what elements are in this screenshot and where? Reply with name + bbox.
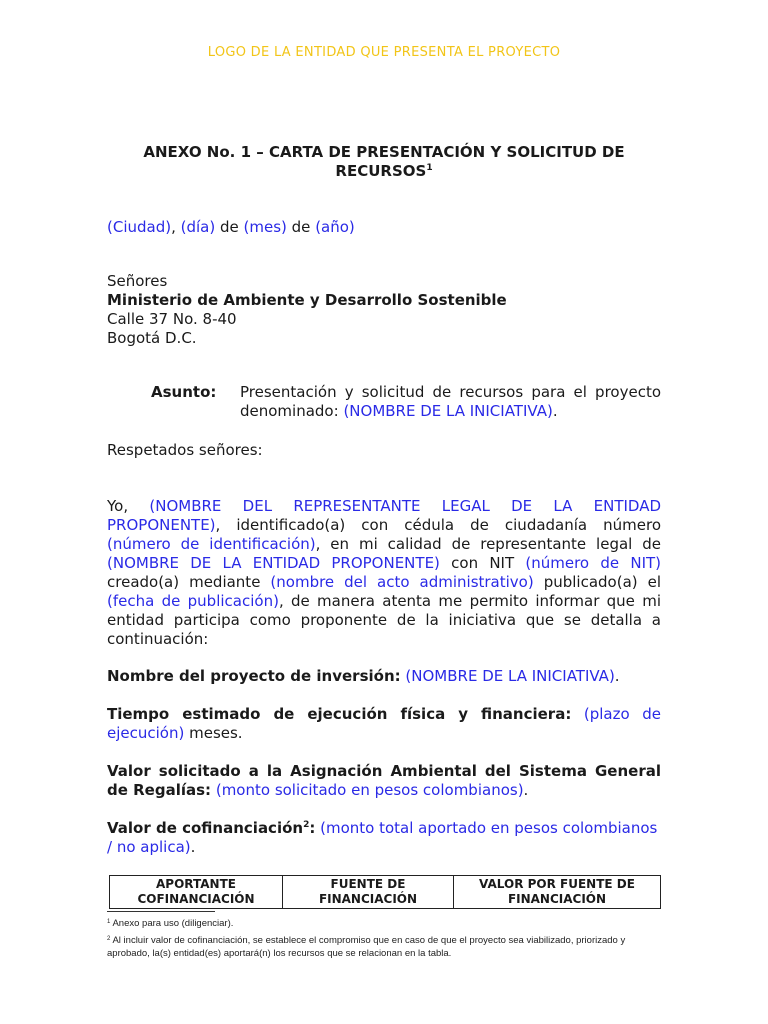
cofinancing-line bbox=[107, 819, 661, 857]
entity-placeholder: (NOMBRE DE LA ENTIDAD PROPONENTE) bbox=[107, 554, 440, 572]
project-label: Nombre del proyecto de inversión: bbox=[107, 667, 401, 685]
footnote-1 bbox=[107, 917, 667, 930]
year-placeholder: (año) bbox=[315, 218, 355, 236]
footnote-2 bbox=[107, 934, 667, 960]
title-footnote-ref: 1 bbox=[426, 163, 433, 173]
recipient-block bbox=[107, 272, 661, 348]
rep-placeholder: (NOMBRE DEL REPRESENTANTE LEGAL DE LA ENTIDAD PROPONENTE) bbox=[107, 497, 662, 534]
table-header-cell: VALOR POR FUENTE DE FINANCIACIÓN bbox=[454, 876, 661, 909]
date-de: de bbox=[215, 218, 244, 236]
asunto-label: Asunto: bbox=[151, 383, 217, 401]
value-placeholder: (monto solicitado en pesos colombianos) bbox=[215, 781, 524, 799]
date-sep: , bbox=[171, 218, 181, 236]
recipient-city: Bogotá D.C. bbox=[107, 329, 197, 347]
body-text: Yo, bbox=[107, 497, 150, 515]
asunto-placeholder: (NOMBRE DE LA INICIATIVA) bbox=[343, 402, 553, 420]
period: . bbox=[614, 667, 620, 685]
recipient-address: Calle 37 No. 8-40 bbox=[107, 310, 237, 328]
table-header-cell: FUENTE DE FINANCIACIÓN bbox=[283, 876, 454, 909]
table-header-cell: APORTANTE COFINANCIACIÓN bbox=[110, 876, 283, 909]
body-text: , identificado(a) con cédula de ciudadanía número bbox=[215, 516, 661, 534]
title-text: ANEXO No. 1 – CARTA DE PRESENTACIÓN Y SOLICITUD DE RECURSOS bbox=[143, 143, 625, 180]
cof-colon: : bbox=[309, 819, 316, 837]
period: . bbox=[523, 781, 529, 799]
body-text: creado(a) mediante bbox=[107, 573, 271, 591]
recipient-org: Ministerio de Ambiente y Desarrollo Sostenible bbox=[107, 291, 507, 309]
footnote-separator bbox=[107, 911, 215, 912]
date-de: de bbox=[286, 218, 316, 236]
body-text: publicado(a) el bbox=[533, 573, 662, 591]
month-placeholder: (mes) bbox=[243, 218, 287, 236]
time-placeholder: (plazo de ejecución) bbox=[107, 705, 661, 742]
body-paragraph bbox=[107, 497, 661, 649]
footnote-num: 1 bbox=[107, 919, 111, 925]
cof-footnote-ref: 2 bbox=[303, 820, 310, 830]
footnote-text: Anexo para uso (diligenciar). bbox=[110, 918, 234, 929]
city-placeholder: (Ciudad) bbox=[107, 218, 172, 236]
project-placeholder: (NOMBRE DE LA INICIATIVA) bbox=[405, 667, 615, 685]
cofinancing-table bbox=[109, 875, 661, 909]
time-label: Tiempo estimado de ejecución física y financiera: bbox=[107, 705, 572, 723]
period: . bbox=[190, 838, 196, 856]
requested-value-line bbox=[107, 762, 661, 800]
asunto-body: Presentación y solicitud de recursos para el proyecto denominado: bbox=[240, 383, 661, 420]
footnote-text: Al incluir valor de cofinanciación, se establece el compromiso que en caso de que el proyecto sea viabilizado, priorizado y aprobado, la(s) entidad(es) aportará(n) los recursos que se relacionan en la tabla. bbox=[107, 935, 626, 959]
date-pub-placeholder: (fecha de publicación) bbox=[107, 592, 279, 610]
cof-label: Valor de cofinanciación bbox=[107, 819, 304, 837]
body-text: con NIT bbox=[439, 554, 526, 572]
document-title bbox=[107, 143, 661, 181]
day-placeholder: (día) bbox=[180, 218, 216, 236]
project-name-line bbox=[107, 667, 661, 686]
table-header-row bbox=[110, 876, 661, 909]
cof-placeholder: (monto total aportado en pesos colombianos / no aplica) bbox=[107, 819, 658, 856]
footnote-num: 2 bbox=[107, 936, 111, 942]
act-placeholder: (nombre del acto administrativo) bbox=[270, 573, 534, 591]
body-text: , en mi calidad de representante legal de bbox=[315, 535, 661, 553]
body-text: , de manera atenta me permito informar que mi entidad participa como proponente de la iniciativa que se detalla a continuación: bbox=[107, 592, 661, 648]
asunto-text bbox=[240, 383, 661, 421]
nit-placeholder: (número de NIT) bbox=[525, 554, 662, 572]
logo-placeholder: LOGO DE LA ENTIDAD QUE PRESENTA EL PROYECTO bbox=[207, 45, 561, 60]
value-label: Valor solicitado a la Asignación Ambiental del Sistema General de Regalías: bbox=[107, 762, 661, 799]
time-unit: meses. bbox=[184, 724, 243, 742]
time-line bbox=[107, 705, 661, 743]
greeting: Respetados señores: bbox=[107, 441, 263, 459]
date-line bbox=[107, 218, 661, 237]
asunto-end: . bbox=[552, 402, 558, 420]
recipient-salutation: Señores bbox=[107, 272, 168, 290]
id-placeholder: (número de identificación) bbox=[107, 535, 316, 553]
